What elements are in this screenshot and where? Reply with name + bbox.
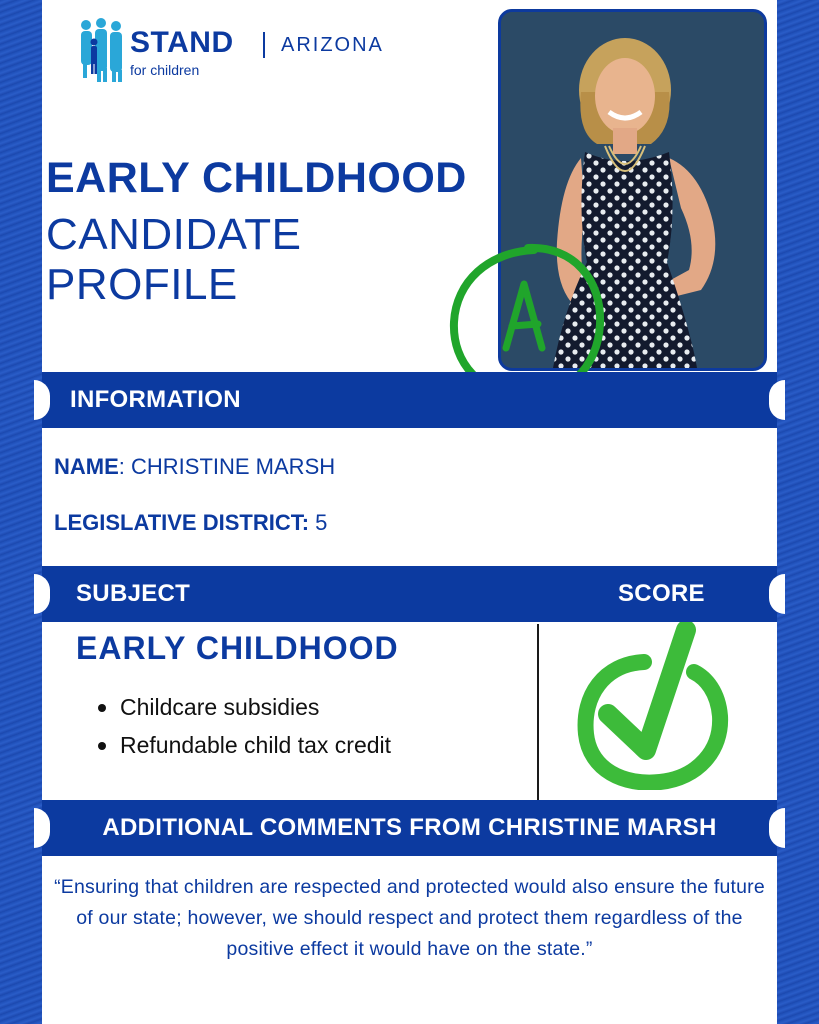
subject-header: SUBJECT [76,580,191,607]
page-title-line2: CANDIDATE [46,210,302,259]
information-header: INFORMATION [70,386,241,413]
right-border-pattern [777,0,819,1024]
candidate-quote: “Ensuring that children are respected and protected would also ensure the future of our state; however, we should respect and protect them regardless of the positive effect it would have on the state.” [54,876,765,960]
left-border-pattern [0,0,42,1024]
name-label: NAME [54,454,119,479]
page-title-line1: EARLY CHILDHOOD [46,154,467,202]
logo-state: ARIZONA [281,34,384,56]
comments-header-banner [42,800,777,856]
logo-brand-text: STAND [130,26,234,59]
subject-title: EARLY CHILDHOOD [76,630,399,666]
page-title-lines [46,210,301,310]
subject-score-header-banner [42,566,777,622]
logo-tagline: for children [130,62,200,78]
candidate-name: : CHRISTINE MARSH [118,454,336,479]
list-item: Childcare subsidies [98,688,391,726]
page-title-line3: PROFILE [46,260,238,309]
people-silhouette-icon [78,18,126,84]
column-divider [537,624,539,800]
score-header: SCORE [618,580,705,607]
candidate-name-line [54,454,335,480]
information-header-banner [42,372,777,428]
green-checkmark-icon [574,622,734,790]
grade-letter: A [527,333,528,334]
policy-list [98,688,391,764]
district-line [54,510,327,536]
comments-header: ADDITIONAL COMMENTS FROM CHRISTINE MARSH [102,814,717,841]
district-value: 5 [309,510,328,535]
logo-divider [263,32,265,58]
list-item: Refundable child tax credit [98,726,391,764]
district-label: LEGISLATIVE DISTRICT: [54,510,310,535]
stand-for-children-logo [78,18,408,86]
